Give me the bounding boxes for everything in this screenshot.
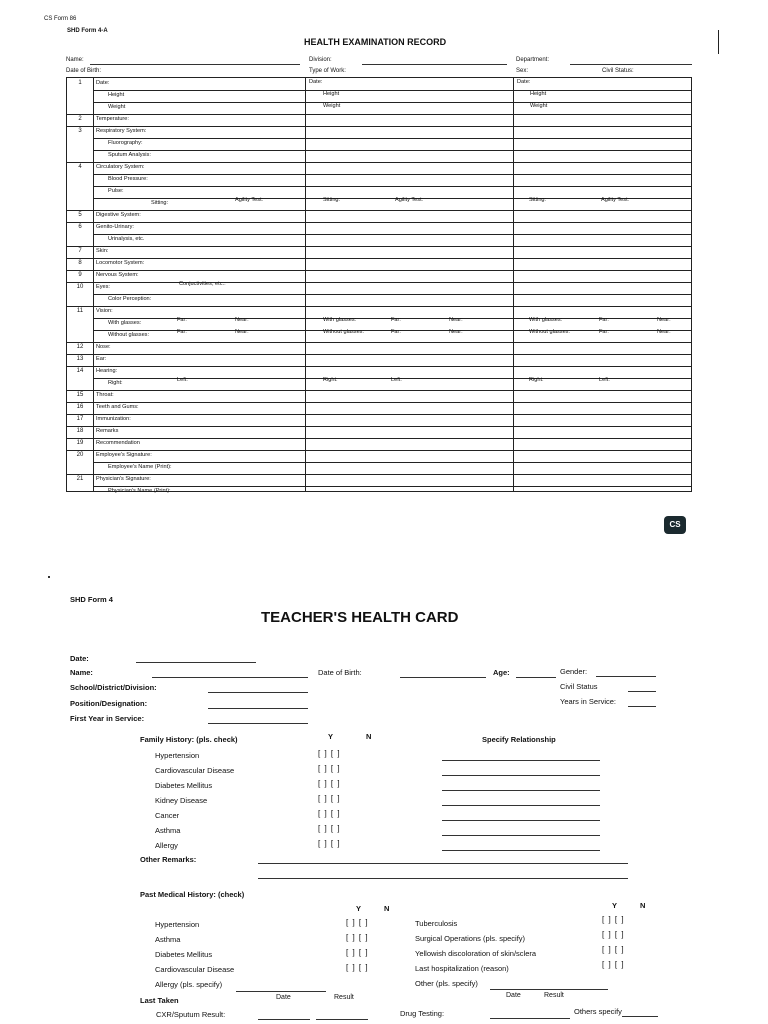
col2-near-with: Near: bbox=[449, 317, 463, 323]
row-label: Ear: bbox=[96, 356, 107, 362]
card-dob-field[interactable] bbox=[400, 677, 486, 678]
card-age-label: Age: bbox=[493, 668, 510, 677]
relationship-field[interactable] bbox=[442, 835, 600, 836]
card-position-label: Position/Designation: bbox=[70, 699, 148, 708]
col2-far-without: Far: bbox=[391, 329, 401, 335]
row-label: With glasses: bbox=[108, 320, 142, 326]
row-divider bbox=[67, 438, 691, 439]
row-number: 21 bbox=[76, 476, 84, 482]
card-name-label: Name: bbox=[70, 668, 93, 677]
row-label: Throat: bbox=[96, 392, 114, 398]
family-history-item: Cancer bbox=[155, 811, 180, 820]
camscanner-logo: CS bbox=[664, 516, 686, 534]
card-date-label: Date: bbox=[70, 654, 89, 663]
department-label: Department: bbox=[516, 57, 550, 63]
yn-checkbox[interactable]: [ ] [ ] bbox=[602, 960, 625, 969]
row-divider bbox=[67, 282, 691, 283]
past-history-item: Asthma bbox=[155, 935, 181, 944]
past-history-heading: Past Medical History: (check) bbox=[140, 890, 245, 899]
row-divider bbox=[93, 462, 691, 463]
cxr-date-field[interactable] bbox=[258, 1019, 310, 1020]
form-subcode: SHD Form 4-A bbox=[67, 28, 108, 34]
row-divider bbox=[67, 210, 691, 211]
row-label: Physician's Signature: bbox=[96, 476, 151, 482]
row-label: Nervous System: bbox=[96, 272, 139, 278]
family-history-item: Cardiovascular Disease bbox=[155, 766, 235, 775]
card-dob-label: Date of Birth: bbox=[318, 668, 362, 677]
row-label: Nose: bbox=[96, 344, 111, 350]
specify-relationship-heading: Specify Relationship bbox=[482, 735, 556, 744]
row-number: 7 bbox=[78, 248, 82, 254]
family-history-item: Hypertension bbox=[155, 751, 200, 760]
drug-date-header: Date bbox=[506, 992, 521, 999]
row-label: Remarks bbox=[96, 428, 119, 434]
col2-height: Height bbox=[323, 91, 340, 97]
col3-date: Date: bbox=[517, 79, 531, 85]
yn-checkbox[interactable]: [ ] [ ] bbox=[318, 764, 341, 773]
division-label: Division: bbox=[309, 57, 332, 63]
card-years-field[interactable] bbox=[628, 706, 656, 707]
row-label: Immunization: bbox=[96, 416, 131, 422]
cxr-result-field[interactable] bbox=[316, 1019, 368, 1020]
col3-left: Left: bbox=[599, 377, 610, 383]
drug-testing-label: Drug Testing: bbox=[400, 1009, 445, 1018]
past-history-item: Allergy (pls. specify) bbox=[155, 980, 223, 989]
drug-result-header: Result bbox=[544, 992, 564, 999]
past-history-item: Diabetes Mellitus bbox=[155, 950, 213, 959]
family-history-item: Diabetes Mellitus bbox=[155, 781, 213, 790]
col2-right: Right: bbox=[323, 377, 338, 383]
yn-checkbox[interactable]: [ ] [ ] bbox=[602, 915, 625, 924]
card-name-field[interactable] bbox=[152, 677, 308, 678]
col3-near-without: Near: bbox=[657, 329, 671, 335]
row-label: Circulatory System: bbox=[96, 164, 145, 170]
relationship-field[interactable] bbox=[442, 760, 600, 761]
row-number: 20 bbox=[76, 452, 84, 458]
name-field[interactable] bbox=[90, 64, 300, 65]
row-number: 15 bbox=[76, 392, 84, 398]
card-years-label: Years in Service: bbox=[560, 697, 617, 706]
row-label: Locomotor System: bbox=[96, 260, 145, 266]
row-number: 4 bbox=[78, 164, 82, 170]
yn-checkbox[interactable]: [ ] [ ] bbox=[318, 839, 341, 848]
row-number: 3 bbox=[78, 128, 82, 134]
row-label: Vision: bbox=[96, 308, 113, 314]
last-taken-date-header: Date bbox=[276, 994, 291, 1001]
row-label: Employee's Name (Print): bbox=[108, 464, 172, 470]
department-field[interactable] bbox=[570, 64, 692, 65]
card-first-year-label: First Year in Service: bbox=[70, 714, 145, 723]
row-number: 10 bbox=[76, 284, 84, 290]
card-first-year-field[interactable] bbox=[208, 723, 308, 724]
others-specify-label: Others specify bbox=[574, 1007, 622, 1016]
row-number: 5 bbox=[78, 212, 82, 218]
yn-checkbox[interactable]: [ ] [ ] bbox=[318, 749, 341, 758]
last-taken-result-header: Result bbox=[334, 994, 354, 1001]
row-label: Pulse: bbox=[108, 188, 124, 194]
col1-near-with: Near: bbox=[235, 317, 249, 323]
row-divider bbox=[93, 186, 691, 187]
row-divider bbox=[67, 366, 691, 367]
row-label: Sitting: bbox=[151, 200, 169, 206]
dob-label: Date of Birth: bbox=[66, 68, 102, 74]
family-n-header: N bbox=[366, 732, 372, 741]
past-history-item: Last hospitalization (reason) bbox=[415, 964, 509, 973]
row-label: Teeth and Gums: bbox=[96, 404, 139, 410]
col3-far-without: Far: bbox=[599, 329, 609, 335]
row-divider bbox=[67, 414, 691, 415]
name-label: Name: bbox=[66, 57, 84, 63]
col3-weight: Weight bbox=[530, 103, 548, 109]
row-number: 13 bbox=[76, 356, 84, 362]
conjunctivities-label: Conjuctivities, etc.: bbox=[179, 281, 226, 287]
yn-checkbox[interactable]: [ ] [ ] bbox=[602, 930, 625, 939]
card-age-field[interactable] bbox=[516, 677, 556, 678]
family-history-item: Allergy bbox=[155, 841, 178, 850]
col2-weight: Weight bbox=[323, 103, 341, 109]
card-date-field[interactable] bbox=[136, 662, 256, 663]
past-history-item: Hypertension bbox=[155, 920, 200, 929]
relationship-field[interactable] bbox=[442, 850, 600, 851]
col3-with-glasses: With glasses: bbox=[529, 317, 563, 323]
card-position-field[interactable] bbox=[208, 708, 308, 709]
others-specify-field[interactable] bbox=[622, 1016, 658, 1017]
sex-label: Sex: bbox=[516, 68, 529, 74]
col-divider bbox=[93, 78, 94, 491]
col1-far-with: Far: bbox=[177, 317, 187, 323]
col2-left: Left: bbox=[391, 377, 402, 383]
card-civil-status-label: Civil Status bbox=[560, 682, 598, 691]
row-divider bbox=[93, 174, 691, 175]
card-gender-field[interactable] bbox=[596, 676, 656, 677]
family-history-heading: Family History: (pls. check) bbox=[140, 735, 238, 744]
row-divider bbox=[67, 162, 691, 163]
card-title: TEACHER'S HEALTH CARD bbox=[261, 609, 459, 626]
row-divider bbox=[93, 102, 691, 103]
col3-agility: Agility Test: bbox=[601, 197, 630, 203]
row-divider bbox=[67, 390, 691, 391]
relationship-field[interactable] bbox=[442, 775, 600, 776]
yn-checkbox[interactable]: [ ] [ ] bbox=[318, 794, 341, 803]
past-n-left-header: N bbox=[384, 904, 390, 913]
row-label: Genito-Urinary: bbox=[96, 224, 134, 230]
past-history-item: Other (pls. specify) bbox=[415, 979, 478, 988]
row-label: Skin: bbox=[96, 248, 109, 254]
col1-left: Left: bbox=[177, 377, 188, 383]
row-label: Date: bbox=[96, 80, 110, 86]
row-label: Temperature: bbox=[96, 116, 129, 122]
card-gender-label: Gender: bbox=[560, 667, 588, 676]
card-school-label: School/District/Division: bbox=[70, 683, 157, 692]
yn-checkbox[interactable]: [ ] [ ] bbox=[346, 963, 369, 972]
row-number: 17 bbox=[76, 416, 84, 422]
row-number: 12 bbox=[76, 344, 84, 350]
col2-far-with: Far: bbox=[391, 317, 401, 323]
past-y-right-header: Y bbox=[612, 901, 618, 910]
yn-checkbox[interactable]: [ ] [ ] bbox=[346, 918, 369, 927]
row-divider bbox=[67, 426, 691, 427]
row-divider bbox=[67, 354, 691, 355]
past-y-left-header: Y bbox=[356, 904, 362, 913]
row-label: Color Perception: bbox=[108, 296, 152, 302]
allergy-specify-field[interactable] bbox=[236, 991, 326, 992]
yn-checkbox[interactable]: [ ] [ ] bbox=[318, 809, 341, 818]
type-of-work-label: Type of Work: bbox=[309, 68, 346, 74]
col2-without-glasses: Without glasses: bbox=[323, 329, 365, 335]
card-form-code: SHD Form 4 bbox=[70, 595, 113, 604]
division-field[interactable] bbox=[362, 64, 507, 65]
row-label: Digestive System: bbox=[96, 212, 141, 218]
row-divider bbox=[67, 474, 691, 475]
other-remarks-field-2[interactable] bbox=[258, 878, 628, 879]
col3-far-with: Far: bbox=[599, 317, 609, 323]
col3-sitting: Sitting: bbox=[529, 197, 547, 203]
exam-table bbox=[66, 77, 692, 492]
row-label: Respiratory System: bbox=[96, 128, 147, 134]
other-remarks-field-1[interactable] bbox=[258, 863, 628, 864]
col2-near-without: Near: bbox=[449, 329, 463, 335]
row-divider bbox=[67, 246, 691, 247]
col-divider bbox=[305, 78, 306, 491]
past-history-item: Yellowish discoloration of skin/sclera bbox=[415, 949, 537, 958]
form-code: CS Form 86 bbox=[44, 16, 77, 22]
last-taken-label: Last Taken bbox=[140, 996, 179, 1005]
card-civil-status-field[interactable] bbox=[628, 691, 656, 692]
civil-status-label: Civil Status: bbox=[602, 68, 634, 74]
row-number: 1 bbox=[78, 80, 82, 86]
family-y-header: Y bbox=[328, 732, 334, 741]
col3-height: Height bbox=[530, 91, 547, 97]
row-divider bbox=[93, 90, 691, 91]
row-label: Blood Pressure: bbox=[108, 176, 148, 182]
row-label: Recommendation bbox=[96, 440, 140, 446]
row-label: Eyes: bbox=[96, 284, 110, 290]
row-label: Sputum Analysis: bbox=[108, 152, 151, 158]
family-history-item: Asthma bbox=[155, 826, 181, 835]
family-history-item: Kidney Disease bbox=[155, 796, 208, 805]
row-divider bbox=[67, 222, 691, 223]
relationship-field[interactable] bbox=[442, 805, 600, 806]
row-number: 6 bbox=[78, 224, 82, 230]
row-label: Urinalysis, etc. bbox=[108, 236, 145, 242]
col3-near-with: Near: bbox=[657, 317, 671, 323]
row-number: 19 bbox=[76, 440, 84, 446]
row-divider bbox=[67, 258, 691, 259]
row-number: 14 bbox=[76, 368, 84, 374]
row-number: 2 bbox=[78, 116, 82, 122]
col2-sitting: Sitting: bbox=[323, 197, 341, 203]
row-label: Hearing: bbox=[96, 368, 118, 374]
row-divider bbox=[67, 450, 691, 451]
row-label: Height bbox=[108, 92, 125, 98]
col2-agility: Agility Test: bbox=[395, 197, 424, 203]
other-specify-field[interactable] bbox=[490, 989, 608, 990]
form-title: HEALTH EXAMINATION RECORD bbox=[304, 37, 447, 47]
col2-date: Date: bbox=[309, 79, 323, 85]
col3-right: Right: bbox=[529, 377, 544, 383]
row-divider bbox=[67, 342, 691, 343]
col2-with-glasses: With glasses: bbox=[323, 317, 357, 323]
row-divider bbox=[67, 270, 691, 271]
row-number: 18 bbox=[76, 428, 84, 434]
past-history-item: Cardiovascular Disease bbox=[155, 965, 235, 974]
drug-testing-field[interactable] bbox=[490, 1018, 570, 1019]
yn-checkbox[interactable]: [ ] [ ] bbox=[318, 824, 341, 833]
yn-checkbox[interactable]: [ ] [ ] bbox=[602, 945, 625, 954]
row-divider bbox=[67, 126, 691, 127]
row-divider bbox=[93, 150, 691, 151]
col-divider bbox=[513, 78, 514, 491]
row-divider bbox=[93, 234, 691, 235]
row-divider bbox=[93, 486, 691, 487]
row-number: 11 bbox=[76, 308, 84, 314]
past-n-right-header: N bbox=[640, 901, 646, 910]
row-divider bbox=[67, 402, 691, 403]
col1-near-without: Near: bbox=[235, 329, 249, 335]
row-divider bbox=[67, 306, 691, 307]
row-number: 9 bbox=[78, 272, 82, 278]
row-label: Fluorography: bbox=[108, 140, 143, 146]
row-label: Right: bbox=[108, 380, 123, 386]
relationship-field[interactable] bbox=[442, 820, 600, 821]
yn-checkbox[interactable]: [ ] [ ] bbox=[346, 948, 369, 957]
col1-far-without: Far: bbox=[177, 329, 187, 335]
col1-agility: Agility Test: bbox=[235, 197, 264, 203]
past-history-item: Tuberculosis bbox=[415, 919, 458, 928]
other-remarks-label: Other Remarks: bbox=[140, 855, 197, 864]
yn-checkbox[interactable]: [ ] [ ] bbox=[318, 779, 341, 788]
row-number: 16 bbox=[76, 404, 84, 410]
margin-mark bbox=[718, 30, 719, 54]
row-divider bbox=[67, 114, 691, 115]
row-label: Weight bbox=[108, 104, 126, 110]
relationship-field[interactable] bbox=[442, 790, 600, 791]
cxr-label: CXR/Sputum Result: bbox=[156, 1010, 226, 1019]
scan-dot bbox=[48, 576, 50, 578]
yn-checkbox[interactable]: [ ] [ ] bbox=[346, 933, 369, 942]
past-history-item: Surgical Operations (pls. specify) bbox=[415, 934, 526, 943]
row-label: Employee's Signature: bbox=[96, 452, 152, 458]
row-label: Physician's Name (Print): bbox=[108, 488, 171, 494]
row-divider bbox=[93, 138, 691, 139]
card-school-field[interactable] bbox=[208, 692, 308, 693]
row-divider bbox=[93, 294, 691, 295]
col3-without-glasses: Without glasses: bbox=[529, 329, 571, 335]
row-label: Without glasses: bbox=[108, 332, 150, 338]
row-number: 8 bbox=[78, 260, 82, 266]
